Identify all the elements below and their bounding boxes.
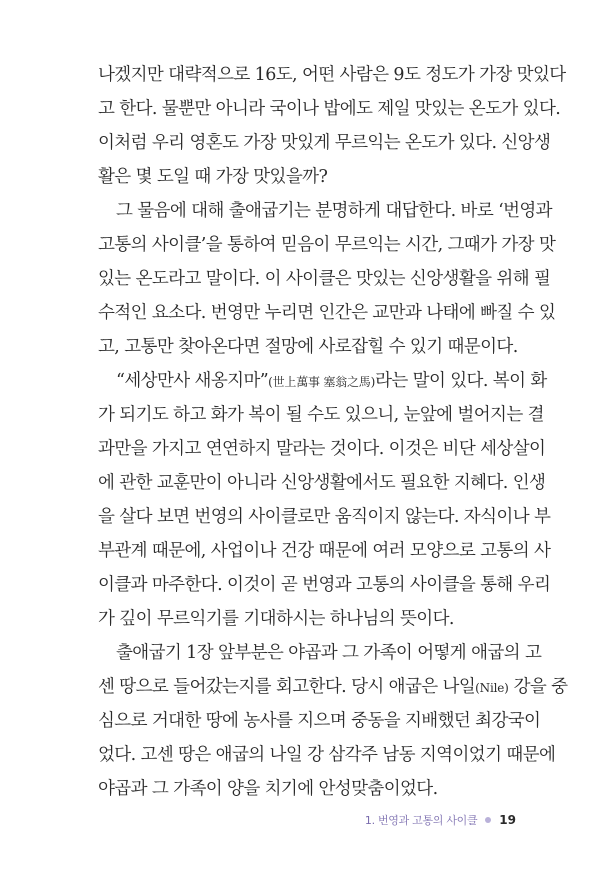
text-line: 이클과 마주한다. 이것이 곧 번영과 고통의 사이클을 통해 우리 bbox=[98, 575, 551, 595]
page-number: 19 bbox=[499, 813, 516, 827]
text-segment: 센 땅으로 들어갔는지를 회고한다. 당시 애굽은 나일 bbox=[98, 677, 476, 697]
text-line: 야곱과 그 가족이 양을 치기에 안성맞춤이었다. bbox=[98, 779, 438, 799]
text-line: 에 관한 교훈만이 아니라 신앙생활에서도 필요한 지혜다. 인생 bbox=[98, 473, 546, 493]
text-segment: 라는 말이 있다. 복이 화 bbox=[375, 371, 547, 391]
body-text bbox=[98, 58, 568, 806]
latin-note: (Nile) bbox=[475, 681, 509, 695]
text-line: 고, 고통만 찾아온다면 절망에 사로잡힐 수 있기 때문이다. bbox=[98, 337, 518, 357]
text-line: 나겠지만 대략적으로 16도, 어떤 사람은 9도 정도가 가장 맛있다 bbox=[98, 65, 566, 85]
bullet-dot-icon bbox=[485, 817, 491, 823]
text-line: 출애굽기 1장 앞부분은 야곱과 그 가족이 어떻게 애굽의 고 bbox=[116, 643, 542, 663]
text-line: 가 되기도 하고 화가 복이 될 수도 있으니, 눈앞에 벌어지는 결 bbox=[98, 405, 544, 425]
text-line: 수적인 요소다. 번영만 누리면 인간은 교만과 나태에 빠질 수 있 bbox=[98, 303, 556, 323]
text-line: 었다. 고센 땅은 애굽의 나일 강 삼각주 남동 지역이었기 때문에 bbox=[98, 745, 556, 765]
text-line: 이처럼 우리 영혼도 가장 맛있게 무르익는 온도가 있다. 신앙생 bbox=[98, 133, 551, 153]
text-segment: 강을 중 bbox=[508, 677, 568, 697]
text-line: 심으로 거대한 땅에 농사를 지으며 중동을 지배했던 최강국이 bbox=[98, 711, 541, 731]
text-line: 부관계 때문에, 사업이나 건강 때문에 여러 모양으로 고통의 사 bbox=[98, 541, 551, 561]
page-footer bbox=[365, 812, 516, 828]
hanja-note: (世上萬事 塞翁之馬) bbox=[268, 375, 376, 389]
text-line bbox=[98, 364, 547, 398]
text-line: 있는 온도라고 말이다. 이 사이클은 맛있는 신앙생활을 위해 필 bbox=[98, 269, 551, 289]
text-line bbox=[98, 670, 568, 704]
text-line: 고통의 사이클’을 통하여 믿음이 무르익는 시간, 그때가 가장 맛 bbox=[98, 235, 556, 255]
text-line: 을 살다 보면 번영의 사이클로만 움직이지 않는다. 자식이나 부 bbox=[98, 507, 551, 527]
text-segment: “세상만사 새옹지마” bbox=[116, 371, 269, 391]
text-line: 고 한다. 물뿐만 아니라 국이나 밥에도 제일 맛있는 온도가 있다. bbox=[98, 99, 561, 119]
chapter-title: 1. 번영과 고통의 사이클 bbox=[364, 814, 478, 827]
text-line: 가 깊이 무르익기를 기대하시는 하나님의 뜻이다. bbox=[98, 609, 454, 629]
text-line: 활은 몇 도일 때 가장 맛있을까? bbox=[98, 167, 328, 187]
text-line: 그 물음에 대해 출애굽기는 분명하게 대답한다. 바로 ‘번영과 bbox=[116, 201, 552, 221]
text-line: 과만을 가지고 연연하지 말라는 것이다. 이것은 비단 세상살이 bbox=[98, 439, 546, 459]
